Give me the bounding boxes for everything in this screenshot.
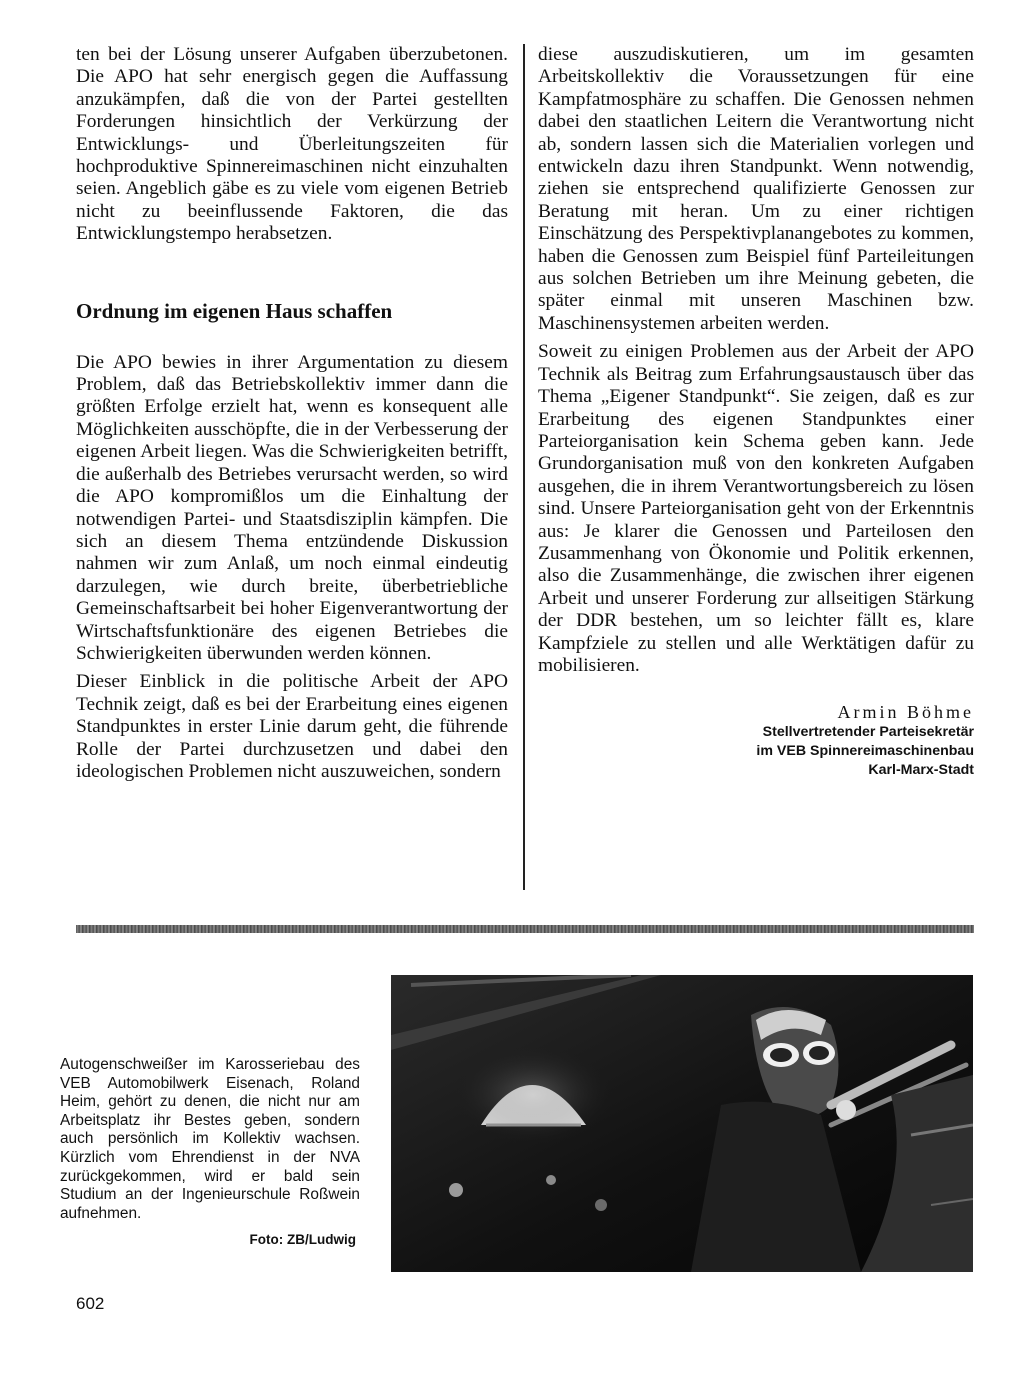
welder-photo-graphic [391,975,973,1272]
paragraph-continuation: diese auszudiskutieren, um im gesamten Arbeitskollektiv die Voraussetzungen für eine Kampfatmosphäre zu schaffen. Die Genossen nehmen dabei den staatlichen Leitern die Verantwortung nicht ab, sondern lassen sich die Materialien vorlegen und entwickeln dazu ihren Standpunkt. Wenn notwendig, ziehen sie entsprechend qualifizierte Genossen zur Beratung mit heran. Um zu einer richtigen Einschätzung des Perspektivplanangebotes zu kommen, haben die Genossen zum Beispiel fünf Parteileitungen aus solchen Betrieben um ihre Meinung gebeten, die später einmal mit unseren Maschinen bzw. Maschinensystemen arbeiten werden. [538,44,974,334]
author-role: Stellvertretender Parteisekretär im VEB Spinnereimaschinenbau Karl-Marx-Stadt [756,724,974,779]
photo-credit: Foto: ZB/Ludwig [249,1232,356,1247]
paragraph: Soweit zu einigen Problemen aus der Arbeit der APO Technik als Beitrag zum Erfahrungsaustausch über das Thema „Eigener Standpunkt“. Sie zeigen, daß es zur Erarbeitung des eigenen Standpunktes einer Parteiorganisation kein Schema geben kann. Jede Grundorganisation muß von den konkreten Aufgaben ausgehen, die in ihrem Verantwortungsbereich zu lösen sind. Unsere Parteiorganisation geht von der Erkenntnis aus: Je klarer die Genossen und Parteilosen den Zusammenhang von Ökonomie und Politik erkennen, also die Zusammenhänge, die zwischen ihrer eigenen Arbeit und unserer Forderung zur allseitigen Stärkung der DDR bestehen, um so leichter fällt es, klare Kampfziele zu stellen und alle Werktätigen dafür zu mobilisieren. [538,341,974,676]
right-column [538,44,974,780]
left-column [76,44,508,783]
section-heading: Ordnung im eigenen Haus schaffen [76,298,393,323]
decorative-rule [76,925,974,933]
welder-photo [391,975,973,1272]
photo-caption: Autogenschweißer im Karosseriebau des VEB Automobilwerk Eisenach, Roland Heim, gehört zu denen, die nicht nur am Arbeitsplatz ihr Bestes geben, sondern auch persönlich im Kollektiv wachsen. Kürzlich vom Ehrendienst in der NVA zurückgekommen, wird er bald sein Studium an der Ingenieurschule Roßwein aufnehmen. [60,1056,360,1222]
paragraph-continuation: ten bei der Lösung unserer Aufgaben überzubetonen. Die APO hat sehr energisch gegen die Auffassung anzukämpfen, daß die von der Partei gestellten Forderungen hinsichtlich der Verkürzung der Entwicklungs- und Überleitungszeiten für hochproduktive Spinnereimaschinen nicht einzuhalten seien. Angeblich gäbe es zu viele vom eigenen Betrieb nicht zu beeinflussende Faktoren, die das Entwicklungstempo herabsetzen. [76,44,508,245]
signature-block [538,701,974,780]
paragraph: Die APO bewies in ihrer Argumentation zu diesem Problem, daß das Betriebskollektiv immer dann die größten Erfolge erzielt hat, wenn es konsequent alle Möglichkeiten ausschöpfte, die in der Verbesserung der eigenen Arbeit liegen. Was die Schwierigkeiten betrifft, die außerhalb des Betriebes verursacht werden, so wird die APO kompromißlos um die Einhaltung der notwendigen Partei- und Staatsdisziplin kämpfen. Die sich an diesem Thema entzündende Diskussion nahmen wir zum Anlaß, um noch einmal eindeutig darzulegen, wie durch breite, überbetriebliche Gemeinschaftsarbeit bei hoher Eigenverantwortung der Wirtschaftsfunktionäre des eigenen Betriebes die Schwierigkeiten überwunden werden können. [76,351,508,664]
column-divider [523,44,525,890]
page-number: 602 [76,1294,105,1313]
paragraph: Dieser Einblick in die politische Arbeit der APO Technik zeigt, daß es bei der Erarbeitung eines eigenen Standpunktes in erster Linie darum geht, die führende Rolle der Partei durchzusetzen und dabei den ideologischen Problemen nicht auszuweichen, sondern [76,671,508,782]
author-name: Armin Böhme [837,702,974,723]
